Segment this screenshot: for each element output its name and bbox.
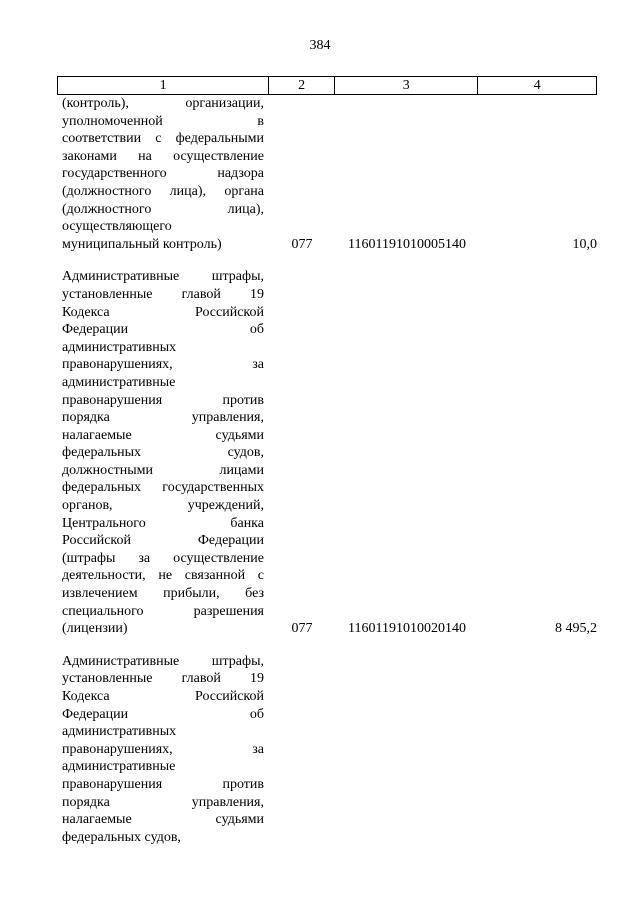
description-line: Кодекса Российской [62, 689, 264, 704]
description-line: законами на осуществление [62, 148, 264, 164]
description-line: осуществляющего [62, 219, 172, 235]
description-line: (должностного лица), [62, 201, 264, 217]
page-number: 384 [309, 38, 331, 53]
header-cell-3: 3 [335, 77, 478, 94]
description-line: государственного надзора [62, 166, 264, 182]
row-budget-code: 11601191010020140 [348, 621, 466, 637]
description-line: муниципальный контроль) [62, 236, 222, 252]
description-line: правонарушениях, за [62, 741, 264, 757]
description-line: административные [62, 374, 176, 390]
header-cell-2: 2 [269, 77, 335, 94]
description-line: (штрафы за осуществление [62, 550, 264, 566]
description-line: уполномоченной в [62, 113, 264, 129]
description-line: Федерации об [62, 322, 264, 338]
row-amount: 10,0 [572, 236, 597, 252]
table-header-row [57, 76, 597, 95]
description-line: Кодекса Российской [62, 304, 264, 320]
description-line: установленные главой 19 [62, 671, 264, 687]
description-line: Центрального банка [62, 515, 264, 531]
table-row [57, 653, 597, 847]
table-row [57, 95, 597, 253]
row-description [57, 653, 269, 847]
description-line: должностными лицами [62, 462, 264, 478]
description-line: деятельности, не связанной с [62, 568, 264, 584]
row-amount: 8 495,2 [555, 621, 597, 637]
header-cell-4: 4 [533, 78, 541, 93]
description-line: административные [62, 759, 176, 775]
description-line: (должностного лица), органа [62, 183, 264, 199]
description-line: федеральных государственных [62, 480, 264, 496]
description-line: налагаемые судьями [62, 427, 264, 443]
description-line: соответствии с федеральными [62, 131, 264, 147]
table-row [57, 268, 597, 637]
description-line: федеральных судов, [62, 445, 264, 461]
description-line: Федерации об [62, 706, 264, 722]
description-line: порядка управления, [62, 410, 264, 426]
table-body [57, 95, 597, 846]
description-line: правонарушения против [62, 392, 264, 408]
description-line: установленные главой 19 [62, 286, 264, 302]
description-line: специального разрешения [62, 603, 264, 619]
description-line: (лицензии) [62, 621, 128, 637]
description-line: извлечением прибыли, без [62, 586, 264, 602]
description-line: федеральных судов, [62, 829, 181, 845]
row-description [57, 95, 269, 253]
row-budget-code: 11601191010005140 [348, 236, 466, 252]
description-line: органов, учреждений, [62, 498, 264, 514]
header-cell-1: 1 [58, 77, 269, 94]
description-line: (контроль), организации, [62, 96, 264, 111]
description-line: правонарушения против [62, 776, 264, 792]
description-line: Административные штрафы, [62, 269, 264, 285]
row-admin-code: 077 [291, 621, 313, 637]
row-description [57, 268, 269, 637]
description-line: Административные штрафы, [62, 653, 264, 669]
row-admin-code: 077 [291, 236, 313, 252]
description-line: административных [62, 724, 177, 740]
description-line: правонарушениях, за [62, 357, 264, 373]
description-line: налагаемые судьями [62, 812, 264, 828]
description-line: Российской Федерации [62, 533, 264, 549]
description-line: порядка управления, [62, 794, 264, 810]
description-line: административных [62, 339, 177, 355]
